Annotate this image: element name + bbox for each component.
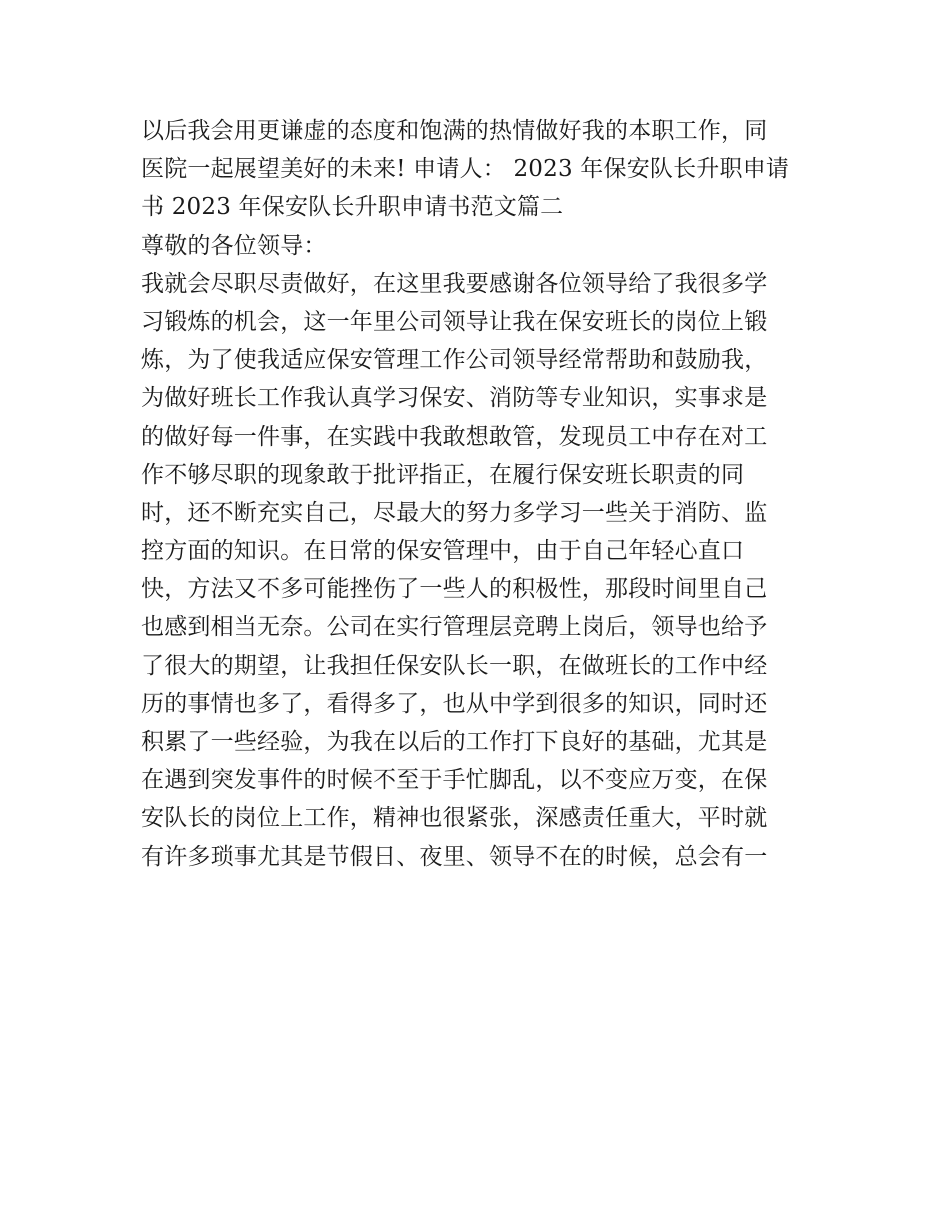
text-line: 为做好班长工作我认真学习保安、消防等专业知识，实事求是 — [141, 385, 768, 412]
text-line: 快，方法又不多可能挫伤了一些人的积极性，那段时间里自己 — [141, 576, 768, 603]
text-line: 历的事情也多了，看得多了，也从中学到很多的知识，同时还 — [141, 690, 768, 717]
text-line: 在遇到突发事件的时候不至于手忙脚乱，以不变应万变，在保 — [141, 767, 768, 794]
salutation-line: 尊敬的各位领导： — [141, 232, 327, 259]
text-line: 作不够尽职的现象敢于批评指正，在履行保安班长职责的同 — [141, 461, 745, 488]
text-line: 控方面的知识。在日常的保安管理中，由于自己年轻心直口 — [141, 538, 745, 565]
text-line: 习锻炼的机会，这一年里公司领导让我在保安班长的岗位上锻 — [141, 308, 768, 335]
text-line: 以后我会用更谦虚的态度和饱满的热情做好我的本职工作，同 — [141, 118, 768, 144]
text-line: 书 2023 年保安队长升职申请书范文篇二 — [141, 194, 564, 221]
text-line: 时，还不断充实自己，尽最大的努力多学习一些关于消防、监 — [141, 499, 768, 526]
text-line: 炼，为了使我适应保安管理工作公司领导经常帮助和鼓励我， — [141, 347, 768, 374]
text-line: 了很大的期望，让我担任保安队长一职，在做班长的工作中经 — [141, 652, 768, 679]
text-line: 医院一起展望美好的未来! 申请人： 2023 年保安队长升职申请 — [141, 156, 790, 183]
text-line: 也感到相当无奈。公司在实行管理层竞聘上岗后，领导也给予 — [141, 614, 768, 641]
text-line: 有许多琐事尤其是节假日、夜里、领导不在的时候，总会有一 — [141, 843, 768, 870]
text-line: 安队长的岗位上工作，精神也很紧张，深感责任重大，平时就 — [141, 805, 768, 832]
text-line: 的做好每一件事，在实践中我敢想敢管，发现员工中存在对工 — [141, 423, 768, 450]
document-body-text — [141, 112, 821, 876]
text-line: 我就会尽职尽责做好，在这里我要感谢各位领导给了我很多学 — [141, 270, 768, 297]
text-line: 积累了一些经验，为我在以后的工作打下良好的基础，尤其是 — [141, 729, 768, 755]
